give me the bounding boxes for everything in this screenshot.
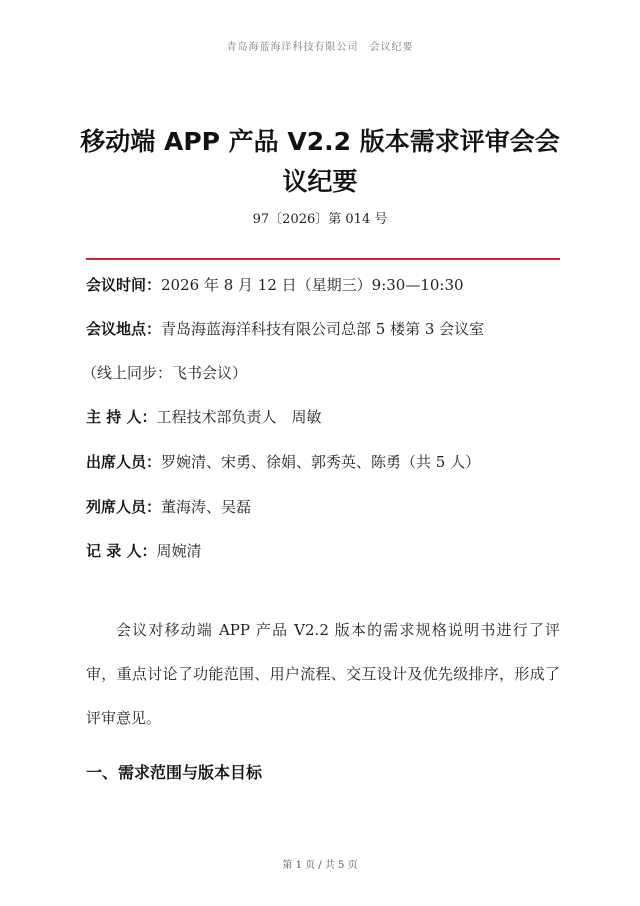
host-value: 工程技术部负责人 周敏 — [156, 408, 322, 426]
document-number: 97〔2026〕第 014 号 — [252, 212, 388, 227]
observers-row — [86, 496, 566, 518]
attendees-row — [86, 451, 566, 473]
host-row — [86, 406, 566, 428]
red-divider — [86, 258, 560, 260]
attendees-value: 罗婉清、宋勇、徐娟、郭秀英、陈勇（共 5 人） — [161, 453, 481, 471]
page-header: 青岛海蓝海洋科技有限公司 会议纪要 — [226, 42, 414, 53]
recorder-row — [86, 540, 566, 562]
recorder-value: 周婉清 — [156, 542, 202, 560]
summary-paragraph: 会议对移动端 APP 产品 V2.2 版本的需求规格说明书进行了评审，重点讨论了功能范围、用户流程、交互设计及优先级排序，形成了评审意见。 — [86, 621, 560, 727]
attendees-label: 出席人员： — [86, 453, 162, 471]
observers-label: 列席人员： — [86, 498, 162, 516]
section-heading: 一、需求范围与版本目标 — [86, 763, 263, 782]
meeting-time-label: 会议时间： — [86, 276, 162, 294]
recorder-label: 记 录 人： — [86, 542, 157, 560]
meeting-time-row — [86, 274, 566, 296]
meeting-location-value: 青岛海蓝海洋科技有限公司总部 5 楼第 3 会议室 — [161, 320, 485, 338]
meeting-location-row — [86, 318, 566, 340]
meeting-location-note-row — [82, 362, 562, 384]
document-title: 移动端 APP 产品 V2.2 版本需求评审会会议纪要 — [80, 127, 560, 196]
meeting-location-note: （线上同步：飞书会议） — [82, 364, 248, 382]
observers-value: 董海涛、吴磊 — [161, 498, 252, 516]
meeting-time-value: 2026 年 8 月 12 日（星期三）9:30—10:30 — [161, 276, 464, 294]
meeting-location-label: 会议地点： — [86, 320, 162, 338]
page-footer: 第 1 页 / 共 5 页 — [282, 860, 358, 871]
host-label: 主 持 人： — [86, 408, 157, 426]
